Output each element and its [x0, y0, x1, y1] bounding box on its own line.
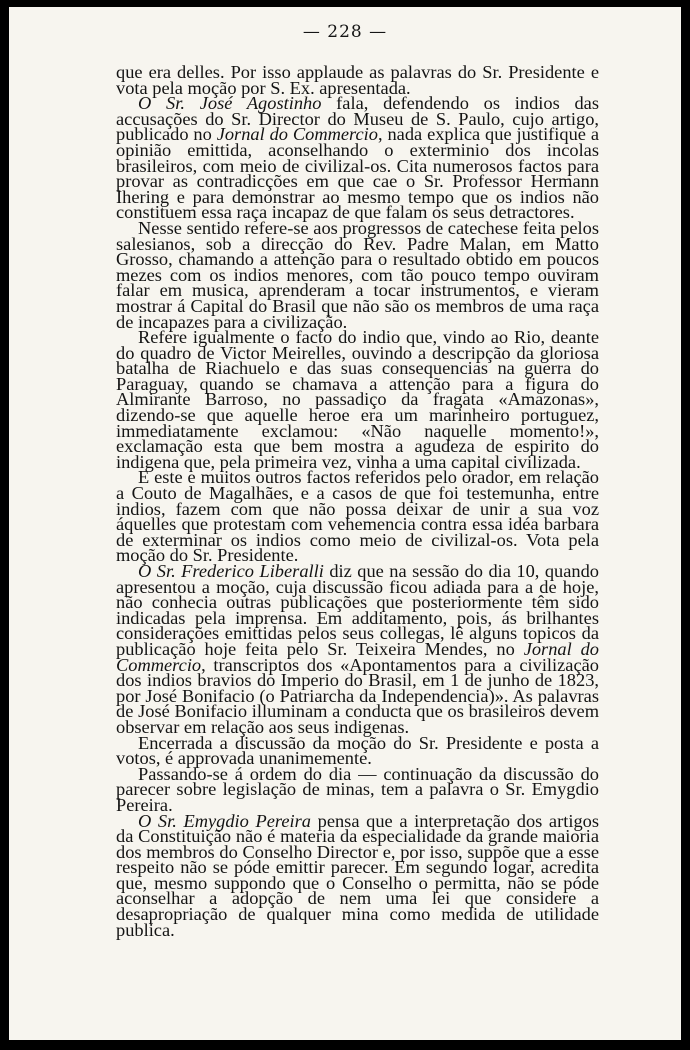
italic-run: O Sr. José Agostinho: [138, 93, 322, 114]
text-run: diz que na sessão do dia 10, quando apresentou a moção, cuja discussão ficou adiada para a de hoje, não conhecia outras publicações que posteriormente têm sido indicadas pela imprensa. Em additamento, pois, ás brilhantes considerações emittidas pelos seus collegas, lê alguns topicos da publicação hoje feita pelo Sr. Teixeira Mendes, no: [116, 561, 599, 659]
text-run: fala, defendendo os indios das accusações do Sr. Director do Museu de S. Paulo, cujo artigo, publicado no: [116, 93, 600, 145]
text-run: que era delles. Por isso applaude as palavras do Sr. Presidente e vota pela moção por S. Ex. apresentada.: [116, 62, 599, 98]
paragraph-p5: [116, 467, 599, 566]
paragraph-p7: [116, 732, 599, 769]
paragraph-p2: [116, 93, 600, 223]
page-number: — 228 —: [302, 22, 388, 42]
italic-run: O Sr. Frederico Liberalli: [138, 561, 324, 581]
paragraph-p3: [116, 217, 599, 332]
text-run: Encerrada a discussão da moção do Sr. Presidente e posta a votos, é approvada unanimemente.: [116, 732, 599, 769]
body-text: [116, 62, 600, 940]
paragraph-p6: [116, 561, 599, 737]
paragraph-p8: [116, 763, 599, 815]
paragraph-p9: [116, 810, 599, 940]
paragraph-p4: [116, 327, 599, 472]
text-run: Nesse sentido refere-se aos progressos de catechese feita pelos salesianos, sob a direcção do Rev. Padre Malan, em Matto Grosso, chamando a attenção para o resultado obtido em poucos mezes com os indios menores, com tão pouco tempo ouviram falar em musica, aprenderam a tocar instrumentos, e vieram mostrar á Capital do Brasil que não são os membros de uma raça de incapazes para a civilização.: [116, 217, 599, 332]
text-run: Refere igualmente o facto do indio que, vindo ao Rio, deante do quadro de Victor Meirelles, ouvindo a descripção da gloriosa batalha de Riachuelo e das suas consequencias na guerra do Paraguay, quando se chamava a attenção para a figura do Almirante Barroso, no passadiço da fragata «Amazonas», dizendo-se que aquelle heroe era um marinheiro portuguez, immediatamente exclamou: «Não naquelle momento!», exclamação esta que bem mostra a agudeza de espirito do indigena que, pela primeira vez, vinha a uma capital civilizada.: [116, 327, 599, 472]
text-run: , nada explica que justifique a opinião emittida, aconselhando o exterminio dos incolas brasileiros, com meio de civilizal-os. Cita numerosos factos para provar as contradicções em que cae o Sr. Professor Hermann Ihering e para demonstrar ao mesmo tempo que os indios não constituem essa raça incapaz de que falam os seus detractores.: [116, 124, 600, 223]
text-run: Passando-se á ordem do dia — continuação da discussão do parecer sobre legislação de minas, tem a palavra o Sr. Emygdio Pereira.: [116, 763, 599, 815]
document-page: [9, 7, 681, 1040]
text-run: E este e muitos outros factos referidos pelo orador, em relação a Couto de Magalhães, e a casos de que foi testemunha, entre indios, fazem com que não possa deixar de unir a sua voz áquelles que protestam com vehemencia contra essa idéa barbara de exterminar os indios como meio de civilizal-os. Vota pela moção do Sr. Presidente.: [116, 467, 599, 566]
paragraph-p1: [116, 62, 599, 98]
italic-run: Jornal do Commercio: [116, 638, 599, 675]
italic-run: O Sr. Emygdio Pereira: [138, 810, 311, 831]
text-run: pensa que a interpretação dos artigos da Constituição não é materia da especialidade da grande maioria dos membros do Conselho Director e, por isso, suppõe que a esse respeito não se póde emittir parecer. Em segundo logar, acredita que, mesmo suppondo que o Conselho o permitta, não se póde aconselhar a adopção de nem uma lei que considere a desapropriação de qualquer mina como medida de utilidade publica.: [116, 810, 599, 940]
text-run: , transcriptos dos «Apontamentos para a civilização dos indios bravios do Imperio do Brasil, em 1 de junho de 1823, por José Bonifacio (o Patriarcha da Independencia)». As palavras de José Bonifacio illuminam a conducta que os brasileiros devem observar em relação aos seus indigenas.: [116, 654, 599, 737]
italic-run: Jornal do Commercio: [216, 124, 378, 145]
